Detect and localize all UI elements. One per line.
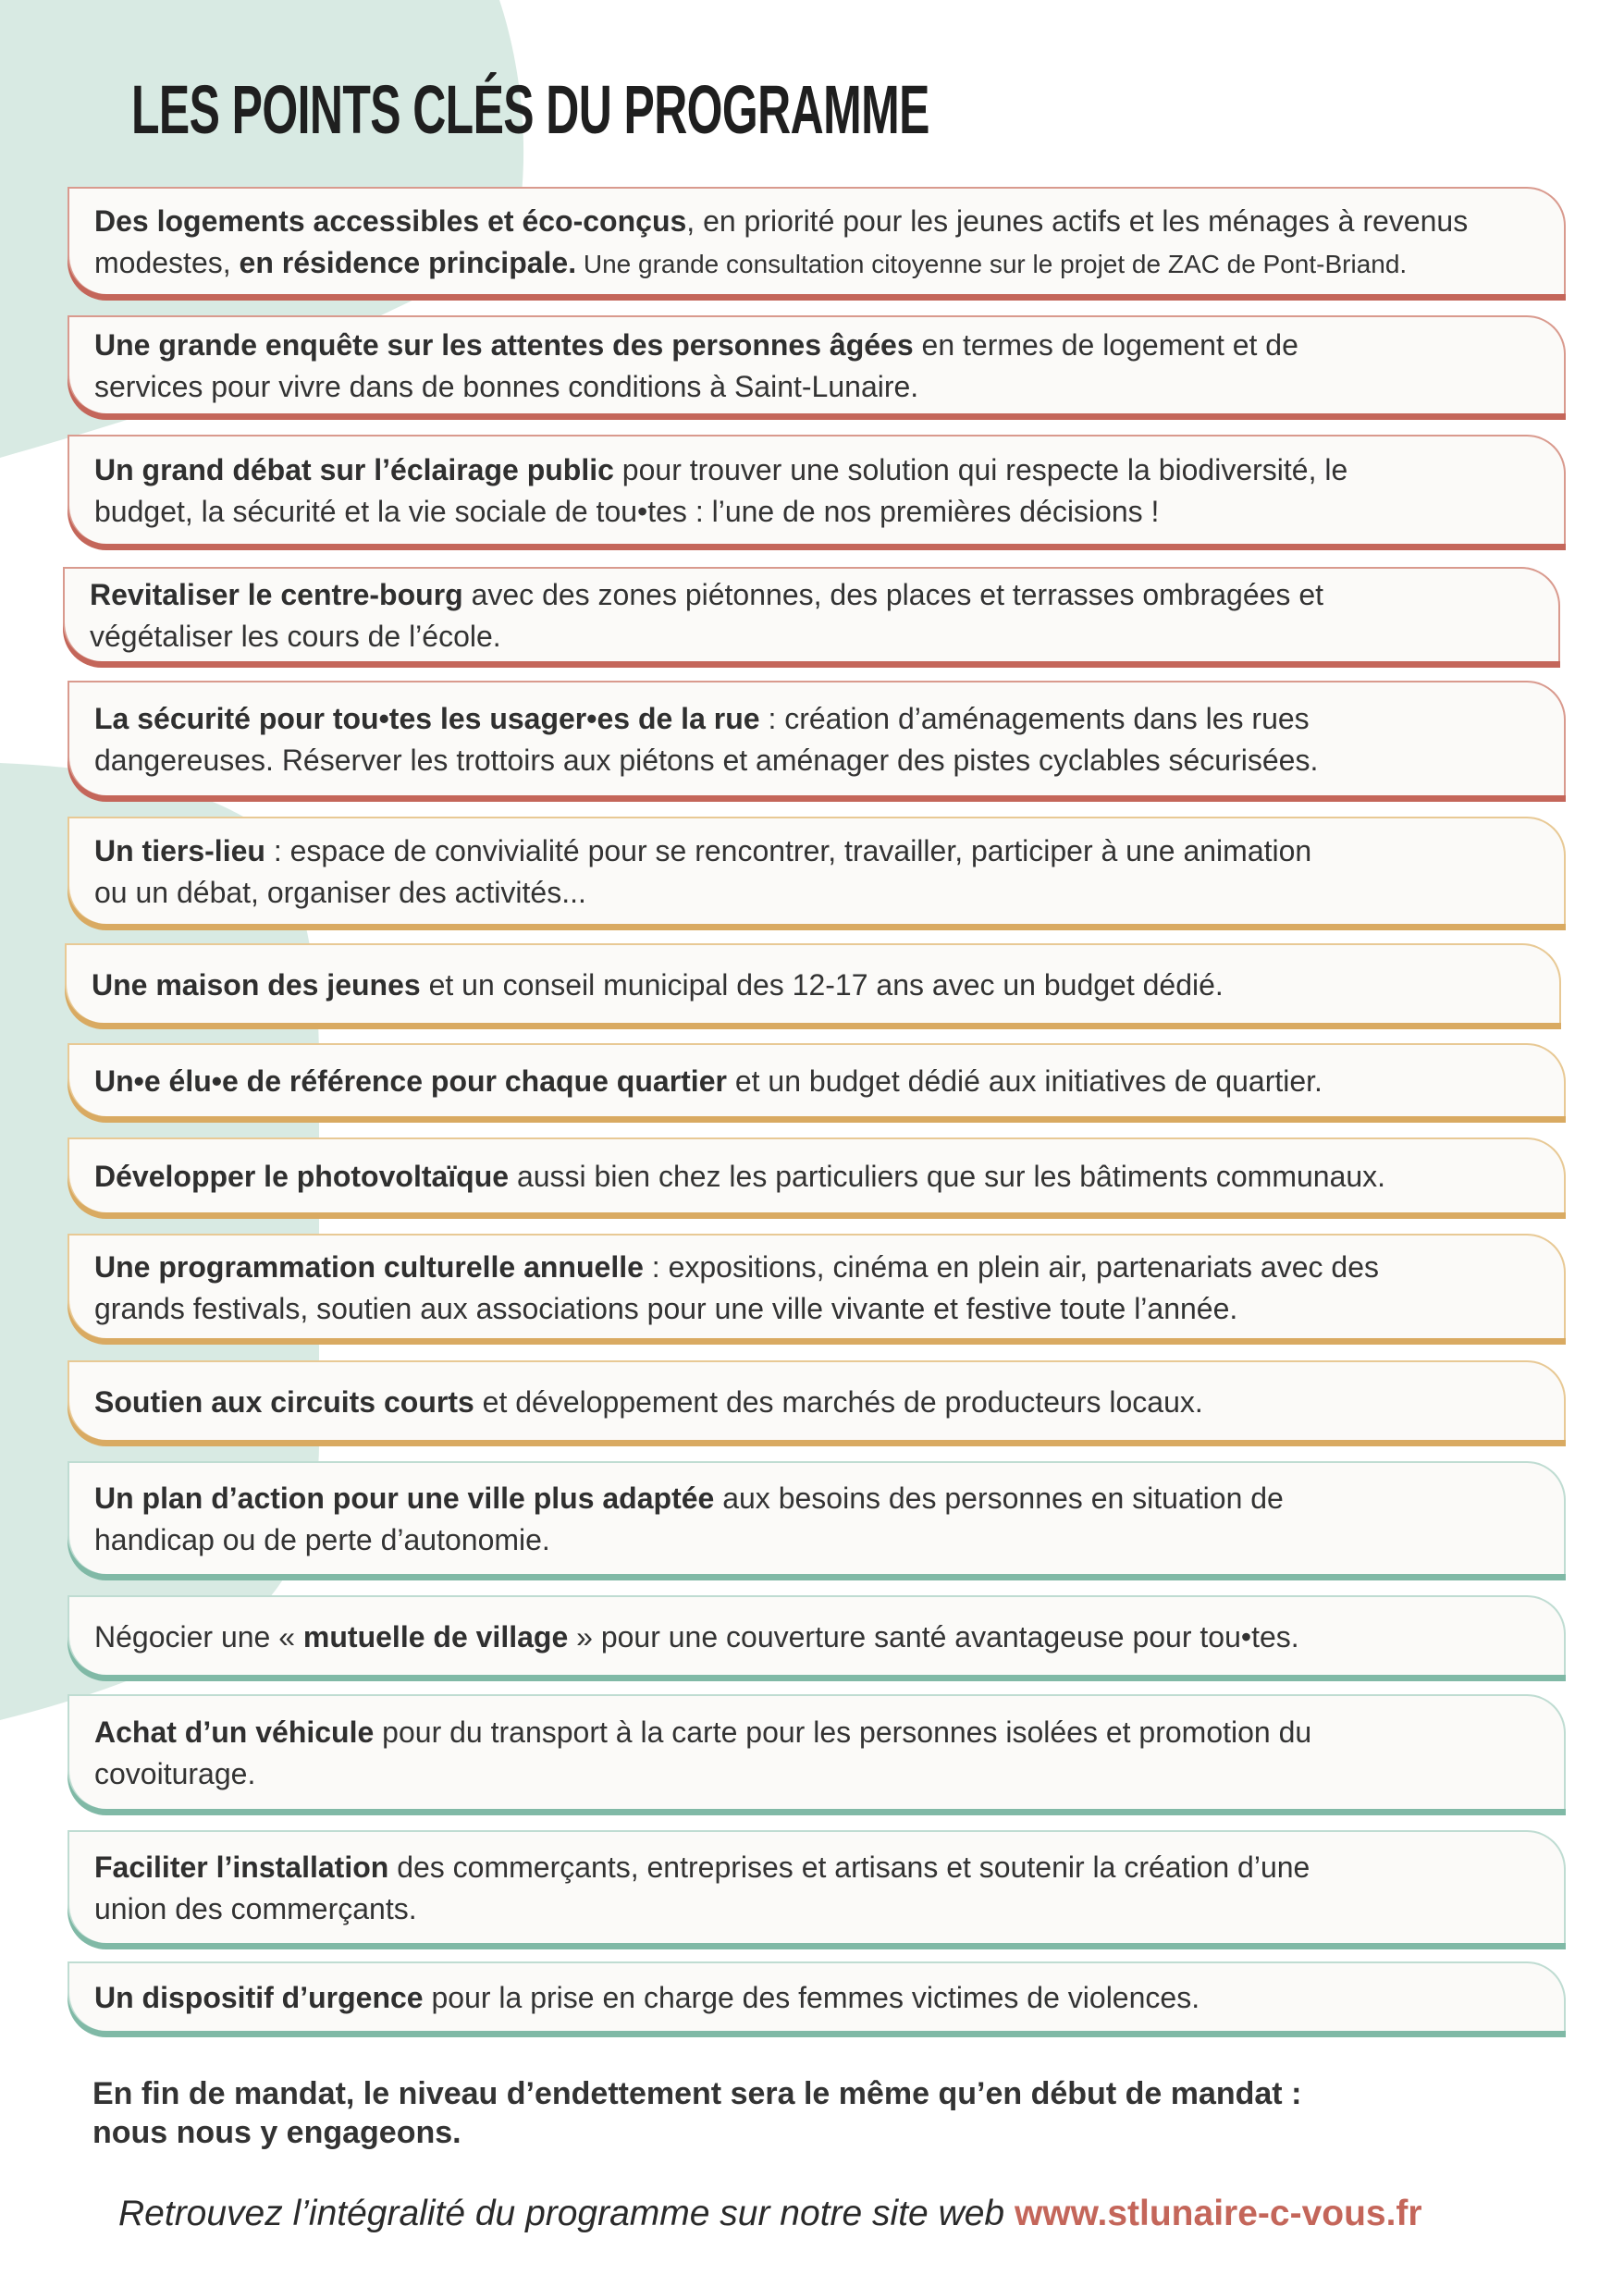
key-point-body: pour trouver une solution qui respecte la biodiversité, le bbox=[613, 453, 1348, 486]
key-point-body: budget, la sécurité et la vie sociale de tou•tes : l’une de nos premières décisions ! bbox=[94, 495, 1160, 528]
debt-pledge-line-2: nous nous y engageons. bbox=[92, 2115, 461, 2150]
key-point-card bbox=[68, 1694, 1566, 1809]
key-point-highlight: Une programmation culturelle annuelle bbox=[94, 1250, 644, 1284]
key-point-text bbox=[94, 1977, 1545, 2019]
key-point-body: , en priorité pour les jeunes actifs et les ménages à revenus bbox=[686, 204, 1469, 238]
website-link[interactable]: www.stlunaire-c-vous.fr bbox=[1014, 2194, 1422, 2233]
key-point-line bbox=[90, 616, 1540, 658]
key-point-body: covoiturage. bbox=[94, 1757, 256, 1790]
key-point-highlight: Revitaliser le centre-bourg bbox=[90, 578, 463, 611]
key-point-body: » pour une couverture santé avantageuse pour tou•tes. bbox=[568, 1620, 1299, 1654]
key-point-card bbox=[68, 1360, 1566, 1440]
key-point-line bbox=[94, 698, 1545, 740]
key-point-line bbox=[94, 449, 1545, 491]
key-point-card bbox=[68, 1234, 1566, 1338]
key-point-body: aussi bien chez les particuliers que sur les bâtiments communaux. bbox=[509, 1160, 1386, 1193]
debt-pledge-line-1: En fin de mandat, le niveau d’endettement sera le même qu’en début de mandat : bbox=[92, 2076, 1302, 2111]
key-point-card bbox=[68, 187, 1566, 294]
key-point-line bbox=[94, 1888, 1545, 1930]
key-point-line bbox=[94, 1753, 1545, 1795]
key-point-highlight: Un tiers-lieu bbox=[94, 834, 265, 867]
key-point-line bbox=[90, 574, 1540, 616]
key-point-body: handicap ou de perte d’autonomie. bbox=[94, 1523, 550, 1556]
key-point-highlight: La sécurité pour tou•tes les usager•es de la rue bbox=[94, 702, 760, 735]
key-point-body: et un budget dédié aux initiatives de quartier. bbox=[726, 1064, 1323, 1098]
key-point-body: Négocier une « bbox=[94, 1620, 303, 1654]
key-point-card bbox=[68, 1595, 1566, 1675]
key-point-body: végétaliser les cours de l’école. bbox=[90, 620, 501, 653]
key-point-body: pour la prise en charge des femmes victimes de violences. bbox=[423, 1981, 1200, 2014]
key-point-body: pour du transport à la carte pour les personnes isolées et promotion du bbox=[374, 1715, 1312, 1749]
key-point-card bbox=[68, 1961, 1566, 2031]
key-point-card bbox=[63, 567, 1560, 661]
key-point-body: ou un débat, organiser des activités... bbox=[94, 876, 586, 909]
key-point-text bbox=[94, 1247, 1545, 1330]
key-point-card bbox=[68, 315, 1566, 413]
key-point-text bbox=[94, 201, 1545, 285]
key-point-body: en termes de logement et de bbox=[913, 328, 1298, 362]
debt-pledge bbox=[92, 2074, 1301, 2152]
key-point-highlight: Un dispositif d’urgence bbox=[94, 1981, 424, 2014]
key-point-card bbox=[68, 1830, 1566, 1943]
key-point-card bbox=[65, 943, 1561, 1023]
key-point-line bbox=[94, 1382, 1545, 1423]
key-point-body: aux besoins des personnes en situation de bbox=[714, 1482, 1284, 1515]
key-point-line bbox=[94, 1247, 1545, 1288]
key-point-line bbox=[94, 1617, 1545, 1658]
key-point-highlight: Développer le photovoltaïque bbox=[94, 1160, 510, 1193]
key-point-card bbox=[68, 1461, 1566, 1574]
key-point-highlight: Une maison des jeunes bbox=[92, 968, 421, 1002]
key-point-body: grands festivals, soutien aux associations pour une ville vivante et festive toute l’année. bbox=[94, 1292, 1238, 1325]
key-point-text bbox=[94, 1156, 1545, 1198]
key-point-line bbox=[94, 1478, 1545, 1519]
website-callout bbox=[118, 2192, 1422, 2236]
website-callout-text: Retrouvez l’intégralité du programme sur notre site web bbox=[118, 2194, 1015, 2233]
key-point-card bbox=[68, 681, 1566, 795]
key-point-card bbox=[68, 1137, 1566, 1212]
key-point-card bbox=[68, 817, 1566, 924]
key-point-body: Une grande consultation citoyenne sur le projet de ZAC de Pont-Briand. bbox=[576, 250, 1408, 278]
key-point-highlight: Soutien aux circuits courts bbox=[94, 1385, 474, 1419]
key-point-text bbox=[94, 449, 1545, 533]
key-point-line bbox=[94, 1288, 1545, 1330]
key-point-body: avec des zones piétonnes, des places et terrasses ombragées et bbox=[462, 578, 1323, 611]
key-point-line bbox=[94, 491, 1545, 533]
key-point-line bbox=[94, 872, 1545, 914]
key-point-card bbox=[68, 435, 1566, 544]
key-point-highlight: Un•e élu•e de référence pour chaque quartier bbox=[94, 1064, 727, 1098]
key-point-text bbox=[94, 830, 1545, 914]
key-point-text bbox=[94, 698, 1545, 781]
key-point-line bbox=[94, 325, 1545, 366]
key-point-body: : espace de convivialité pour se rencontrer, travailler, participer à une animation bbox=[265, 834, 1312, 867]
key-point-body: union des commerçants. bbox=[94, 1892, 417, 1925]
key-point-line bbox=[94, 1712, 1545, 1753]
key-point-line bbox=[94, 1519, 1545, 1561]
key-point-body: dangereuses. Réserver les trottoirs aux piétons et aménager des pistes cyclables sécurisées. bbox=[94, 744, 1319, 777]
key-point-line bbox=[94, 1847, 1545, 1888]
key-point-body: modestes, bbox=[94, 246, 240, 279]
key-point-highlight: Un plan d’action pour une ville plus adaptée bbox=[94, 1482, 715, 1515]
key-point-highlight: Faciliter l’installation bbox=[94, 1851, 389, 1884]
key-point-highlight: mutuelle de village bbox=[302, 1620, 569, 1654]
key-point-body: et développement des marchés de producteurs locaux. bbox=[474, 1385, 1203, 1419]
key-point-line bbox=[94, 366, 1545, 408]
key-point-text bbox=[94, 1617, 1545, 1658]
key-point-text bbox=[94, 1382, 1545, 1423]
key-point-line bbox=[94, 830, 1545, 872]
key-point-text bbox=[90, 574, 1540, 658]
page-title: LES POINTS CLÉS DU PROGRAMME bbox=[131, 71, 929, 149]
key-point-highlight: en résidence principale. bbox=[239, 246, 577, 279]
key-point-highlight: Un grand débat sur l’éclairage public bbox=[94, 453, 614, 486]
key-point-line bbox=[94, 201, 1545, 242]
key-point-card bbox=[68, 1043, 1566, 1116]
key-point-body: et un conseil municipal des 12-17 ans avec un budget dédié. bbox=[420, 968, 1224, 1002]
key-point-line bbox=[94, 740, 1545, 781]
key-point-line bbox=[94, 1061, 1545, 1102]
key-point-text bbox=[94, 1478, 1545, 1561]
key-point-highlight: Des logements accessibles et éco-conçus bbox=[94, 204, 687, 238]
key-point-line bbox=[94, 1156, 1545, 1198]
key-point-body: services pour vivre dans de bonnes conditions à Saint-Lunaire. bbox=[94, 370, 919, 403]
key-point-text bbox=[92, 965, 1541, 1006]
key-point-line bbox=[94, 242, 1545, 285]
key-point-highlight: Achat d’un véhicule bbox=[94, 1715, 375, 1749]
key-point-highlight: Une grande enquête sur les attentes des personnes âgées bbox=[94, 328, 914, 362]
key-point-line bbox=[94, 1977, 1545, 2019]
key-point-body: : expositions, cinéma en plein air, partenariats avec des bbox=[643, 1250, 1379, 1284]
key-point-text bbox=[94, 1847, 1545, 1930]
key-point-text bbox=[94, 325, 1545, 408]
key-point-text bbox=[94, 1712, 1545, 1795]
key-point-line bbox=[92, 965, 1541, 1006]
key-point-text bbox=[94, 1061, 1545, 1102]
key-point-body: : création d’aménagements dans les rues bbox=[759, 702, 1310, 735]
key-point-body: des commerçants, entreprises et artisans et soutenir la création d’une bbox=[388, 1851, 1310, 1884]
